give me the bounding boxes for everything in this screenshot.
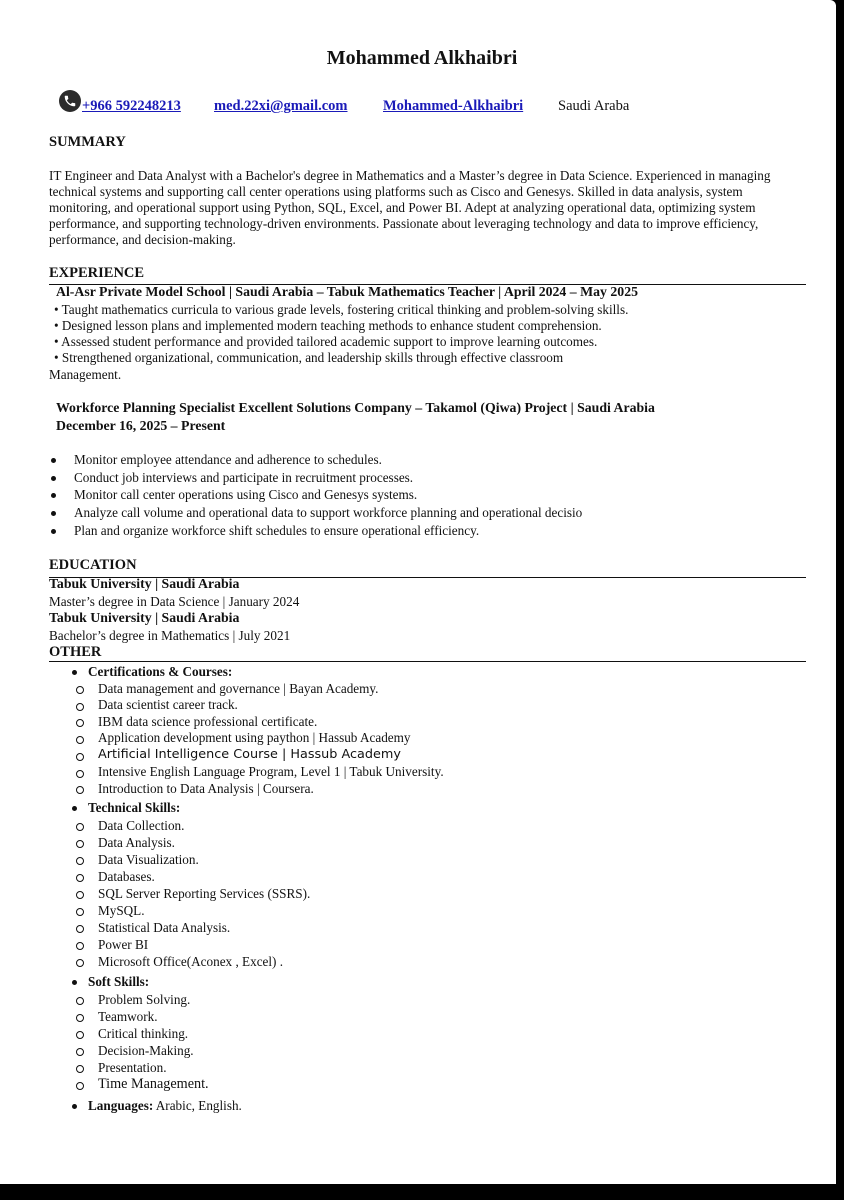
bullet-dot [72,1104,77,1109]
job1-bullet-wrap: Management. [49,367,122,382]
bullet-circle [76,1014,84,1022]
languages-label: Languages: [88,1098,154,1113]
soft-skill: Teamwork. [98,1009,158,1024]
certification-item: Artificial Intelligence Course | Hassub Academy [98,747,401,762]
candidate-name: Mohammed Alkhaibri [326,47,518,69]
bullet-circle [76,997,84,1005]
bullet-circle [76,1031,84,1039]
job2-title: Workforce Planning Specialist Excellent Solutions Company – Takamol (Qiwa) Project | Saudi Arabia [56,400,655,415]
bullet-dot [51,458,56,463]
summary-text: IT Engineer and Data Analyst with a Bachelor's degree in Mathematics and a Master’s degree in Data Science. Experienced in managing technical systems and supporting call center operations using platforms such as Cisco and Genesys. Skilled in data analysis, system monitoring, and operational support using Python, SQL, Excel, and Power BI. Adept at analyzing operational data, optimizing system performance, and supporting technology-driven environments. Passionate about leveraging technology and data to improve efficiency, performance, and decision-making. [49,168,771,247]
technical-skill: Statistical Data Analysis. [98,920,231,935]
bullet-circle [76,736,84,744]
job1-bullet: • Strengthened organizational, communication, and leadership skills through effective classroom [54,350,564,365]
job2-bullet: Analyze call volume and operational data to support workforce planning and operational decisio [74,505,583,520]
languages-line [88,1098,242,1114]
bullet-circle [76,1065,84,1073]
education-heading: EDUCATION [49,557,137,573]
soft-skill: Critical thinking. [98,1026,189,1041]
certification-item: Intensive English Language Program, Level 1 | Tabuk University. [98,764,444,779]
bullet-circle [76,942,84,950]
job1-title: Al-Asr Private Model School | Saudi Arabia – Tabuk Mathematics Teacher | April 2024 – May 2025 [56,284,638,299]
bullet-dot [72,670,77,675]
technical-skill: Data Analysis. [98,835,175,850]
bullet-circle [76,770,84,778]
job2-dates: December 16, 2025 – Present [56,418,226,433]
phone-icon [59,90,81,112]
technical-skill: Power BI [98,937,149,952]
other-heading: OTHER [49,644,102,660]
soft-skill: Time Management. [98,1076,209,1092]
technical-skill: SQL Server Reporting Services (SSRS). [98,886,311,901]
certification-item: Data management and governance | Bayan Academy. [98,681,379,696]
job2-bullet: Monitor employee attendance and adherence to schedules. [74,452,382,467]
bullet-dot [51,493,56,498]
bullet-circle [76,1082,84,1090]
job1-bullet: • Designed lesson plans and implemented modern teaching methods to enhance student comprehension. [54,318,602,333]
job2-bullet: Monitor call center operations using Cisco and Genesys systems. [74,487,418,502]
bullet-circle [76,1048,84,1056]
education-degree: Bachelor’s degree in Mathematics | July 2021 [49,628,291,643]
bullet-circle [76,703,84,711]
certification-item: Introduction to Data Analysis | Coursera. [98,781,314,796]
phone-link[interactable]: +966 592248213 [82,98,181,114]
job2-bullet: Conduct job interviews and participate in recruitment processes. [74,470,414,485]
bullet-circle [76,959,84,967]
experience-heading: EXPERIENCE [49,265,145,281]
bullet-circle [76,823,84,831]
soft-skill: Problem Solving. [98,992,191,1007]
location: Saudi Araba [558,98,630,114]
job2-bullet: Plan and organize workforce shift schedules to ensure operational efficiency. [74,523,480,538]
languages-value: Arabic, English. [153,1098,242,1113]
certification-item: IBM data science professional certificate. [98,714,318,729]
job1-bullet: • Taught mathematics curricula to various grade levels, fostering critical thinking and problem-solving skills. [54,302,629,317]
bullet-circle [76,786,84,794]
email-link[interactable]: med.22xi@gmail.com [214,98,348,114]
bullet-dot [51,511,56,516]
soft-skills-label: Soft Skills: [88,974,150,989]
profile-link[interactable]: Mohammed-Alkhaibri [383,98,524,114]
bullet-dot [51,529,56,534]
technical-skills-label: Technical Skills: [88,800,181,815]
soft-skill: Presentation. [98,1060,167,1075]
bullet-dot [72,806,77,811]
technical-skill: Microsoft Office(Aconex , Excel) . [98,954,284,969]
bullet-circle [76,857,84,865]
certification-item: Data scientist career track. [98,697,238,712]
education-school: Tabuk University | Saudi Arabia [49,610,240,625]
other-rule [49,661,806,662]
bullet-circle [76,908,84,916]
summary-heading: SUMMARY [49,134,126,150]
technical-skill: Databases. [98,869,155,884]
bullet-circle [76,891,84,899]
bullet-dot [72,980,77,985]
technical-skill: MySQL. [98,903,145,918]
education-degree: Master’s degree in Data Science | January 2024 [49,594,300,609]
job1-bullet: • Assessed student performance and provided tailored academic support to improve learning outcomes. [54,334,598,349]
bullet-circle [76,840,84,848]
certification-item: Application development using paython | Hassub Academy [98,730,411,745]
bullet-circle [76,925,84,933]
bullet-circle [76,753,84,761]
soft-skill: Decision-Making. [98,1043,194,1058]
certifications-label: Certifications & Courses: [88,664,233,679]
bullet-circle [76,874,84,882]
technical-skill: Data Collection. [98,818,185,833]
technical-skill: Data Visualization. [98,852,199,867]
bullet-circle [76,719,84,727]
bullet-circle [76,686,84,694]
education-school: Tabuk University | Saudi Arabia [49,576,240,591]
bullet-dot [51,476,56,481]
